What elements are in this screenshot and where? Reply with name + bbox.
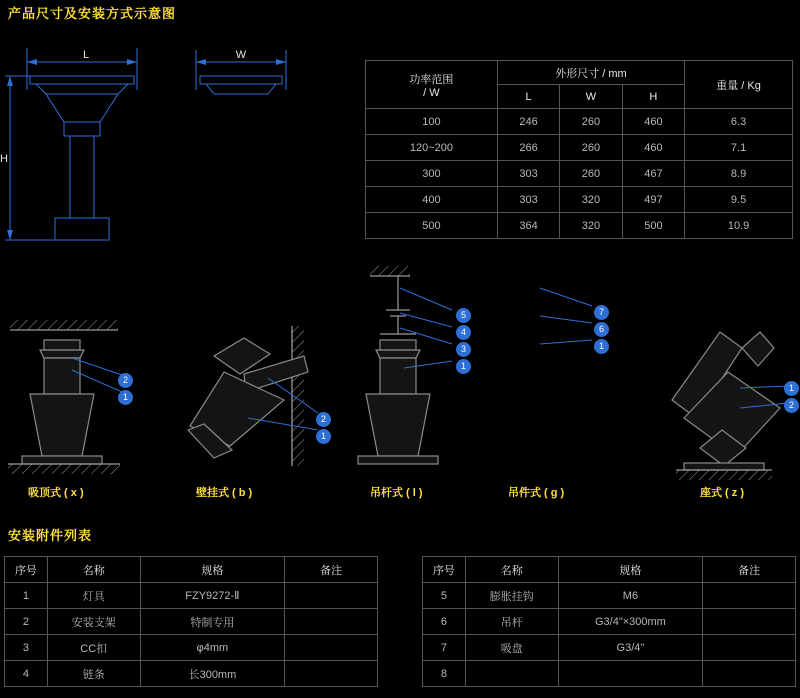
cell-remark <box>285 661 378 687</box>
spec-header-h: H <box>622 85 684 109</box>
table-row <box>423 583 796 609</box>
callout-badge: 1 <box>784 381 799 396</box>
mount-caption-wall: 壁挂式 ( b ) <box>196 487 253 499</box>
callout-badge: 3 <box>456 342 471 357</box>
cell-spec <box>558 661 703 687</box>
accessory-right-head <box>423 557 796 583</box>
header-no: 序号 <box>5 557 48 583</box>
header-remark: 备注 <box>285 557 378 583</box>
callout-badge: 1 <box>118 390 133 405</box>
cell-spec: G3/4" <box>558 635 703 661</box>
cell-weight: 7.1 <box>685 135 793 161</box>
spec-header-power-line1: 功率范围 <box>409 73 454 86</box>
cell-power: 120~200 <box>366 135 498 161</box>
cell-w: 260 <box>560 135 622 161</box>
header-no: 序号 <box>423 557 466 583</box>
cell-name: 膨胀挂钩 <box>465 583 558 609</box>
cell-l: 303 <box>497 161 559 187</box>
cell-power: 100 <box>366 109 498 135</box>
table-row <box>5 583 378 609</box>
specification-table <box>365 60 793 239</box>
spec-table-head <box>366 61 793 109</box>
callout-badge: 2 <box>316 412 331 427</box>
cell-name: 吊杆 <box>465 609 558 635</box>
spec-header-power <box>366 61 498 109</box>
mount-caption-hanger: 吊件式 ( g ) <box>508 487 565 499</box>
cell-spec: M6 <box>558 583 703 609</box>
accessory-table-left <box>4 556 378 687</box>
table-row <box>5 661 378 687</box>
cell-spec: G3/4"×300mm <box>558 609 703 635</box>
accessory-header-row <box>423 557 796 583</box>
accessory-right-body <box>423 583 796 687</box>
spec-header-power-line2: / W <box>423 86 440 99</box>
cell-spec: 长300mm <box>140 661 285 687</box>
cell-h: 460 <box>622 109 684 135</box>
cell-no: 7 <box>423 635 466 661</box>
cell-no: 6 <box>423 609 466 635</box>
table-row <box>366 187 793 213</box>
cell-weight: 8.9 <box>685 161 793 187</box>
dim-label-h: H <box>0 153 8 165</box>
cell-weight: 9.5 <box>685 187 793 213</box>
cell-w: 320 <box>560 213 622 239</box>
callout-badge: 5 <box>456 308 471 323</box>
spec-header-w: W <box>560 85 622 109</box>
cell-l: 266 <box>497 135 559 161</box>
header-name: 名称 <box>465 557 558 583</box>
dim-label-w: W <box>235 49 247 61</box>
callout-badge: 2 <box>784 398 799 413</box>
cell-remark <box>285 635 378 661</box>
accessory-header-row <box>5 557 378 583</box>
header-name: 名称 <box>47 557 140 583</box>
header-remark: 备注 <box>703 557 796 583</box>
cell-h: 467 <box>622 161 684 187</box>
accessory-left-head <box>5 557 378 583</box>
cell-power: 300 <box>366 161 498 187</box>
mount-ceiling <box>8 320 122 474</box>
cell-no: 1 <box>5 583 48 609</box>
cell-name: 灯具 <box>47 583 140 609</box>
callout-badge: 4 <box>456 325 471 340</box>
cell-weight: 10.9 <box>685 213 793 239</box>
cell-w: 260 <box>560 109 622 135</box>
cell-remark <box>703 635 796 661</box>
product-dimension-drawing <box>0 18 360 258</box>
cell-no: 3 <box>5 635 48 661</box>
spec-header-dims: 外形尺寸 / mm <box>497 61 684 85</box>
table-row <box>366 213 793 239</box>
cell-power: 500 <box>366 213 498 239</box>
cell-name <box>465 661 558 687</box>
callout-badge: 6 <box>594 322 609 337</box>
spec-table-body <box>366 109 793 239</box>
cell-h: 497 <box>622 187 684 213</box>
cell-remark <box>703 661 796 687</box>
cell-remark <box>703 609 796 635</box>
header-spec: 规格 <box>558 557 703 583</box>
mount-caption-base: 座式 ( z ) <box>700 487 744 499</box>
mount-hanger <box>540 288 592 344</box>
spec-header-row <box>366 61 793 85</box>
table-row <box>423 635 796 661</box>
cell-spec: 特制专用 <box>140 609 285 635</box>
cell-remark <box>703 583 796 609</box>
cell-l: 246 <box>497 109 559 135</box>
cell-l: 364 <box>497 213 559 239</box>
cell-remark <box>285 609 378 635</box>
callout-badge: 7 <box>594 305 609 320</box>
cell-spec: FZY9272-Ⅱ <box>140 583 285 609</box>
table-row <box>366 135 793 161</box>
callout-badge: 2 <box>118 373 133 388</box>
cell-l: 303 <box>497 187 559 213</box>
dim-label-l: L <box>82 49 90 61</box>
cell-name: CC扣 <box>47 635 140 661</box>
cell-w: 320 <box>560 187 622 213</box>
cell-h: 500 <box>622 213 684 239</box>
page-title-accessories: 安装附件列表 <box>8 528 93 543</box>
table-row <box>423 661 796 687</box>
cell-no: 8 <box>423 661 466 687</box>
header-spec: 规格 <box>140 557 285 583</box>
cell-name: 安装支架 <box>47 609 140 635</box>
mount-caption-ceiling: 吸顶式 ( x ) <box>28 487 84 499</box>
table-row <box>366 161 793 187</box>
table-row <box>5 635 378 661</box>
mount-caption-rod: 吊杆式 ( l ) <box>370 487 423 499</box>
callout-badge: 1 <box>316 429 331 444</box>
cell-power: 400 <box>366 187 498 213</box>
table-row <box>423 609 796 635</box>
callout-badge: 1 <box>456 359 471 374</box>
page-title-dimensions: 产品尺寸及安装方式示意图 <box>8 6 177 21</box>
spec-header-l: L <box>497 85 559 109</box>
callout-badge: 1 <box>594 339 609 354</box>
spec-header-weight: 重量 / Kg <box>685 61 793 109</box>
cell-name: 链条 <box>47 661 140 687</box>
cell-name: 吸盘 <box>465 635 558 661</box>
cell-weight: 6.3 <box>685 109 793 135</box>
mount-rod <box>358 266 452 464</box>
cell-remark <box>285 583 378 609</box>
mount-base <box>672 332 788 480</box>
cell-w: 260 <box>560 161 622 187</box>
mount-wall <box>188 326 318 466</box>
cell-no: 5 <box>423 583 466 609</box>
cell-h: 460 <box>622 135 684 161</box>
table-row <box>5 609 378 635</box>
accessory-left-body <box>5 583 378 687</box>
table-row <box>366 109 793 135</box>
cell-no: 2 <box>5 609 48 635</box>
cell-spec: φ4mm <box>140 635 285 661</box>
cell-no: 4 <box>5 661 48 687</box>
accessory-table-right <box>422 556 796 687</box>
